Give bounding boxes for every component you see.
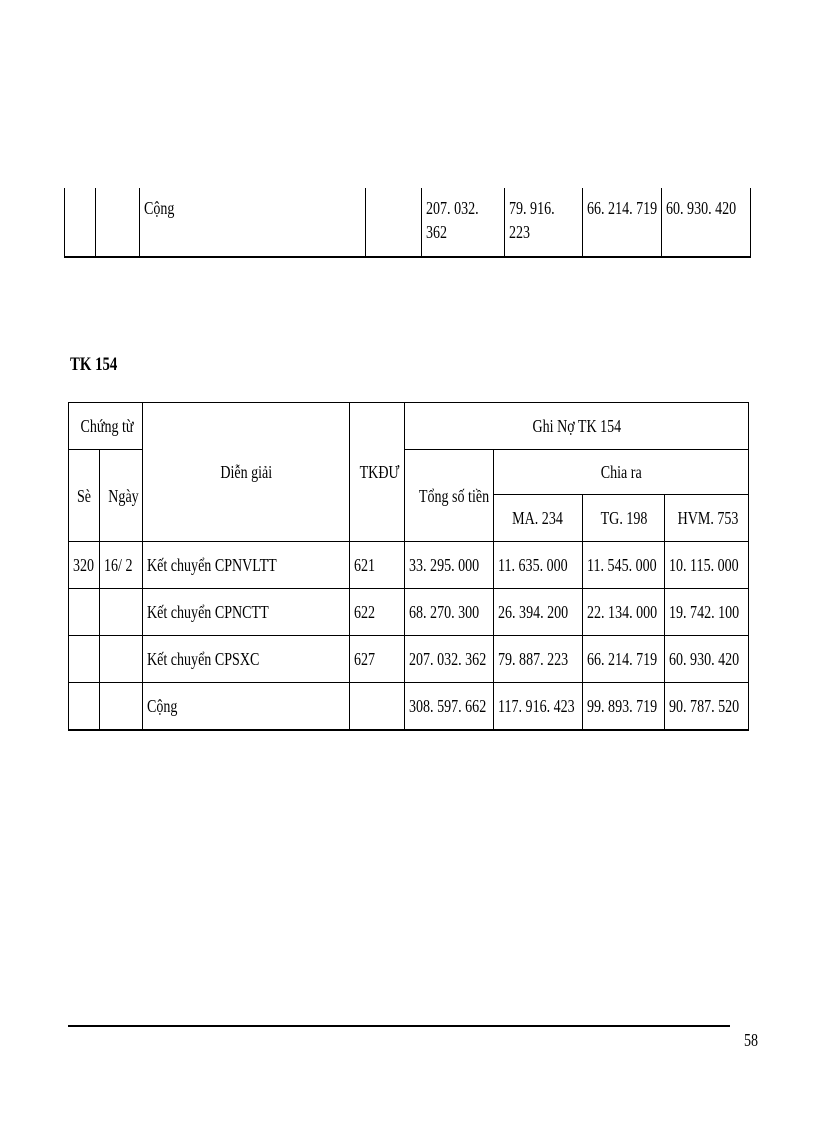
cell-tong: 207. 032. 362 (405, 636, 494, 683)
cell-so: 320 (69, 542, 100, 589)
cell-so (69, 636, 100, 683)
cell-hvm: 10. 115. 000 (665, 542, 749, 589)
cell-label: Cộng (140, 188, 366, 257)
tk-154-table (68, 402, 749, 731)
cell-dien-giai: Kết chuyển CPNVLTT (143, 542, 350, 589)
cell-tkdu (350, 683, 405, 731)
table-row (65, 188, 751, 257)
cell-dien-giai: Kết chuyển CPNCTT (143, 589, 350, 636)
footer-rule (68, 1025, 730, 1027)
cell-hvm: 90. 787. 520 (665, 683, 749, 731)
table-row (69, 636, 749, 683)
header-chung-tu: Chứng từ (69, 403, 143, 450)
cell-tong: 308. 597. 662 (405, 683, 494, 731)
cell-dien-giai: Cộng (143, 683, 350, 731)
header-chia-ra: Chia ra (494, 450, 749, 495)
header-row-1 (69, 403, 749, 450)
table-row (69, 542, 749, 589)
cell-so (69, 589, 100, 636)
cell-ngay (100, 589, 143, 636)
cell-tkdu: 621 (350, 542, 405, 589)
cell-hvm: 60. 930. 420 (665, 636, 749, 683)
page-number: 58 (744, 1030, 759, 1050)
cell-ma: 117. 916. 423 (494, 683, 583, 731)
table-row (69, 589, 749, 636)
cell-tg: 99. 893. 719 (583, 683, 665, 731)
ma-line-1: 79. 916. (509, 198, 555, 218)
previous-table-fragment (64, 188, 751, 258)
cell-hvm: 19. 742. 100 (665, 589, 749, 636)
header-ghi-no: Ghi Nợ TK 154 (405, 403, 749, 450)
cell-tg: 66. 214. 719 (583, 636, 665, 683)
cell-tkdu: 627 (350, 636, 405, 683)
cell-ma (505, 188, 583, 257)
cell-tong: 33. 295. 000 (405, 542, 494, 589)
header-so: Sè (69, 450, 100, 542)
cell-so (65, 188, 96, 257)
cell-ngay (100, 636, 143, 683)
total-line-2: 362 (426, 222, 448, 242)
cell-tg: 11. 545. 000 (583, 542, 665, 589)
header-tkdu: TKĐƯ (350, 403, 405, 542)
cell-ma: 26. 394. 200 (494, 589, 583, 636)
cell-tkdu: 622 (350, 589, 405, 636)
cell-hvm: 60. 930. 420 (662, 188, 751, 257)
cell-tg: 66. 214. 719 (583, 188, 662, 257)
header-ma: MA. 234 (494, 495, 583, 542)
table-row-total (69, 683, 749, 731)
cell-tg: 22. 134. 000 (583, 589, 665, 636)
header-tg: TG. 198 (583, 495, 665, 542)
header-tong-so-tien: Tổng số tiền (405, 450, 494, 542)
cell-total (422, 188, 505, 257)
header-ngay: Ngày (100, 450, 143, 542)
cell-ma: 79. 887. 223 (494, 636, 583, 683)
cell-ma: 11. 635. 000 (494, 542, 583, 589)
cell-so (69, 683, 100, 731)
cell-dien-giai: Kết chuyển CPSXC (143, 636, 350, 683)
cell-tkdu (366, 188, 422, 257)
header-dien-giai: Diễn giải (143, 403, 350, 542)
total-line-1: 207. 032. (426, 198, 479, 218)
ma-line-2: 223 (509, 222, 531, 242)
section-title: TK 154 (70, 354, 118, 375)
cell-ngay (96, 188, 140, 257)
cell-ngay: 16/ 2 (100, 542, 143, 589)
header-hvm: HVM. 753 (665, 495, 749, 542)
cell-ngay (100, 683, 143, 731)
cell-tong: 68. 270. 300 (405, 589, 494, 636)
